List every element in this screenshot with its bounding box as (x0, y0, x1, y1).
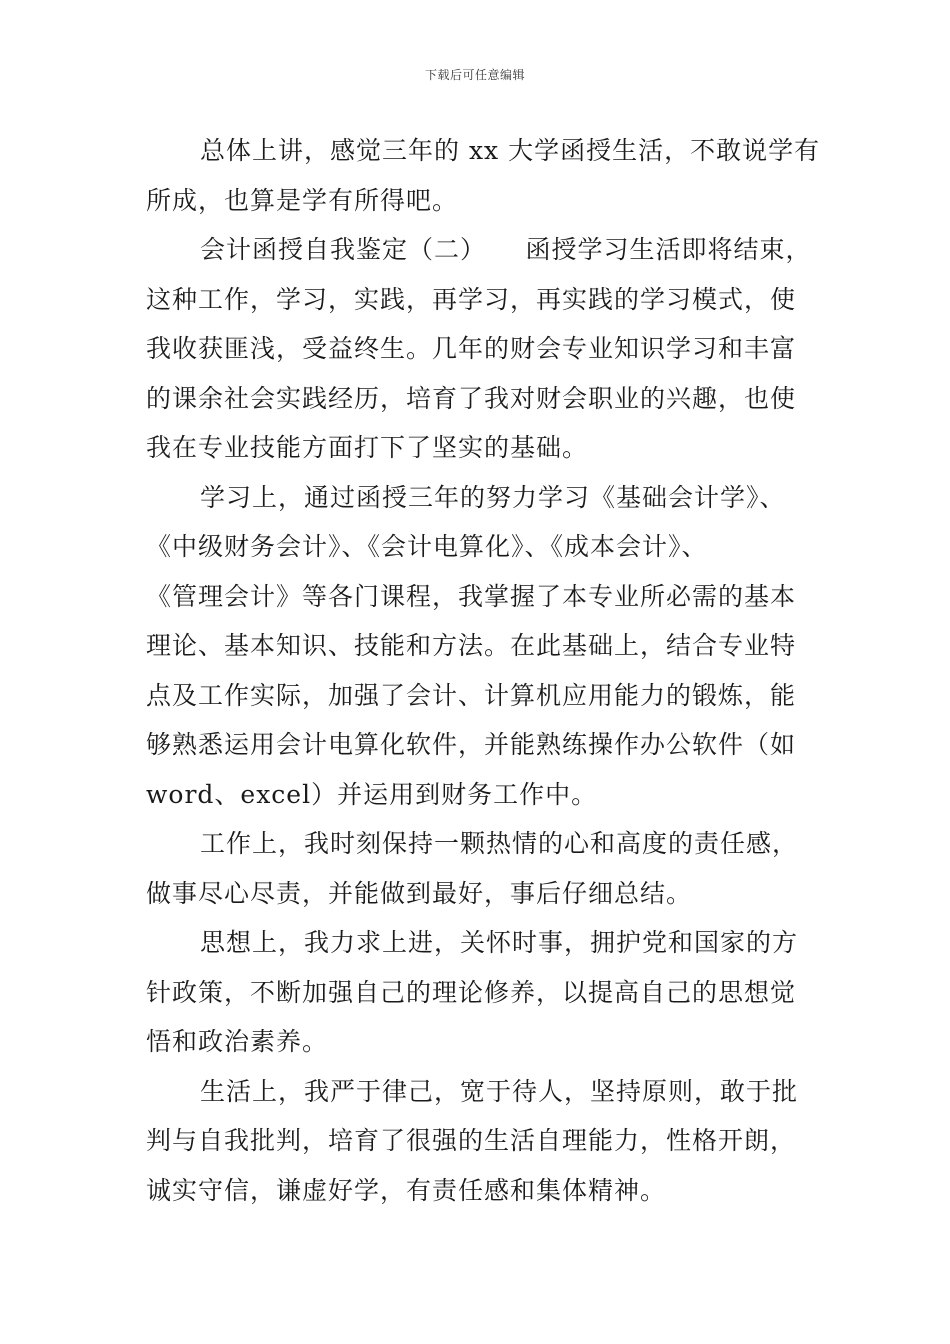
text-line: 生活上，我严于律己，宽于待人，坚持原则，敢于批 (200, 1076, 799, 1106)
text-line: 做事尽心尽责，并能做到最好，事后仔细总结。 (146, 878, 693, 908)
text-line: 所成，也算是学有所得吧。 (146, 185, 459, 215)
text-line: 针政策，不断加强自己的理论修养，以提高自己的思想觉 (146, 977, 797, 1007)
paragraph (146, 473, 826, 820)
text-line: 会计函授自我鉴定（二） 函授学习生活即将结束， (200, 235, 812, 264)
paragraph (146, 819, 826, 918)
paragraph (146, 918, 826, 1067)
text-line: 点及工作实际，加强了会计、计算机应用能力的锻炼，能 (146, 680, 797, 710)
text-line: 够熟悉运用会计电算化软件，并能熟练操作办公软件（如 (146, 730, 797, 759)
text-line: 《管理会计》等各门课程，我掌握了本专业所必需的基本 (146, 581, 797, 611)
text-line: 《中级财务会计》、《会计电算化》、《成本会计》、 (146, 532, 708, 561)
paragraph (146, 126, 826, 225)
text-line: 判与自我批判，培育了很强的生活自理能力，性格开朗， (146, 1126, 797, 1155)
text-line: 悟和政治素养。 (146, 1027, 329, 1056)
paragraph (146, 225, 826, 473)
text-line: 思想上，我力求上进，关怀时事，拥护党和国家的方 (200, 928, 799, 957)
text-line: 总体上讲，感觉三年的 xx 大学函授生活，不敢说学有 (200, 136, 821, 165)
text-line: 我在专业技能方面打下了坚实的基础。 (146, 433, 589, 462)
text-line: 这种工作，学习，实践，再学习，再实践的学习模式，使 (146, 284, 797, 314)
text-line: 工作上，我时刻保持一颗热情的心和高度的责任感， (200, 829, 799, 858)
document-body (146, 126, 826, 1215)
text-line: 诚实守信，谦虚好学，有责任感和集体精神。 (146, 1175, 667, 1205)
text-line: word、excel）并运用到财务工作中。 (146, 779, 598, 809)
page-header: 下载后可任意编辑 (424, 68, 525, 82)
text-line: 的课余社会实践经历，培育了我对财会职业的兴趣，也使 (146, 383, 797, 413)
text-line: 我收获匪浅，受益终生。几年的财会专业知识学习和丰富 (146, 334, 797, 363)
text-line: 学习上，通过函授三年的努力学习《基础会计学》、 (200, 482, 786, 512)
text-line: 理论、基本知识、技能和方法。在此基础上，结合专业特 (146, 631, 797, 660)
paragraph (146, 1067, 826, 1216)
